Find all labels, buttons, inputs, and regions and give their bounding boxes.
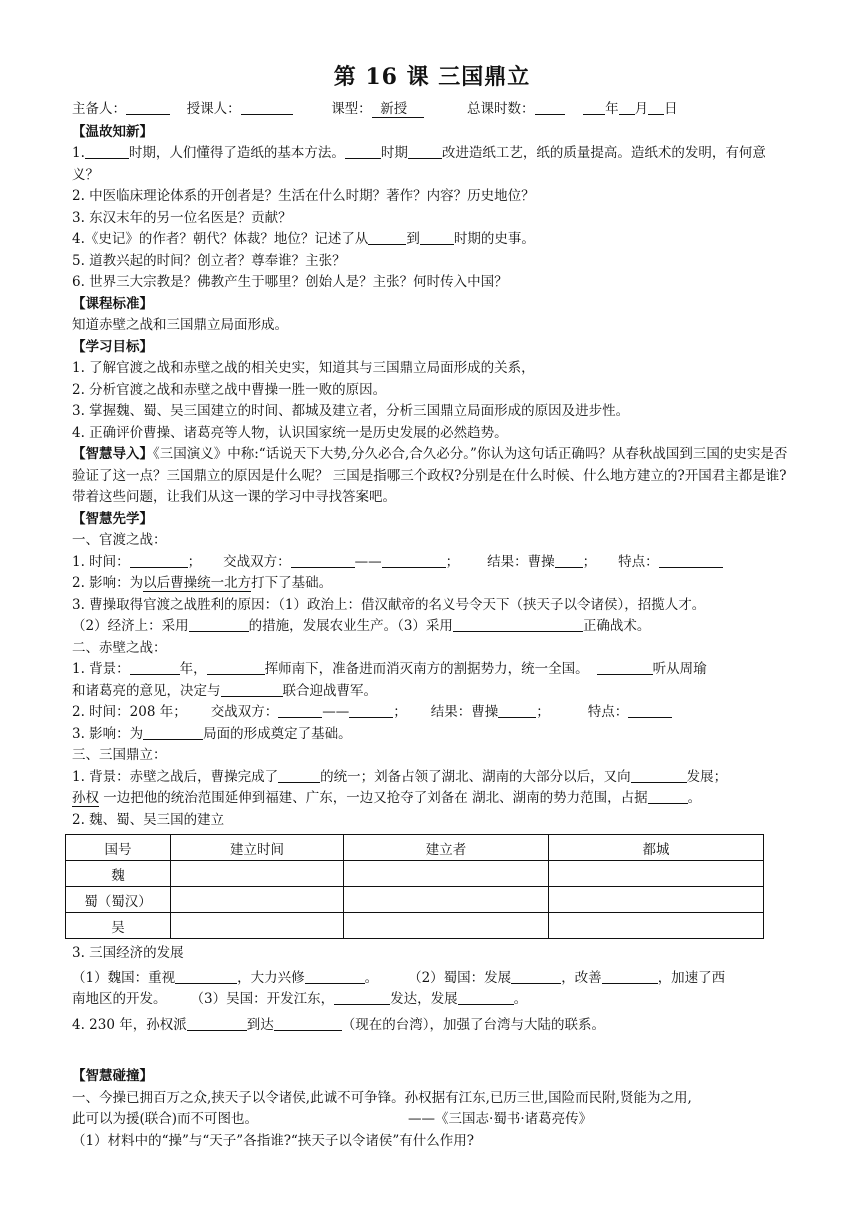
table-header: 建立时间 — [171, 835, 344, 861]
s2-listener-blank[interactable] — [597, 660, 653, 675]
s2-line-2: 2. 时间：208 年； 交战双方： —— ； 结果：曹操 ； 特点： — [72, 702, 792, 724]
table-header-row — [66, 835, 764, 861]
row-label: 吴 — [66, 913, 171, 939]
prestudy-heading: 【智慧先学】 — [72, 510, 153, 527]
goal-1: 1. 了解官渡之战和赤壁之战的相关史实，知道其与三国鼎立局面形成的关系， — [72, 360, 535, 376]
s2-person-blank[interactable] — [207, 660, 265, 675]
collision-question-1: （1）材料中的“操”与“天子”各指谁?“挟天子以令诸侯”有什么作用? — [72, 1132, 474, 1149]
wei-focus-blank[interactable] — [175, 969, 237, 984]
table-cell[interactable] — [549, 887, 764, 913]
three-kingdoms-table — [65, 834, 764, 939]
review-q4: 4.《史记》的作者？朝代？体裁？地位？记述了从 到 时期的史事。 — [72, 231, 535, 247]
s1-result-blank[interactable] — [555, 553, 583, 568]
review-q5: 5. 道教兴起的时间？创立者？尊奉谁？主张？ — [72, 252, 346, 269]
section-2-title: 二、赤壁之战： — [72, 639, 167, 656]
s2-feature-blank[interactable] — [628, 703, 672, 718]
s1-side-b-blank[interactable] — [382, 553, 446, 568]
s1-line-4: （2）经济上：采用 的措施，发展农业生产。（3）采用 正确战术。 — [72, 618, 651, 634]
intro-heading: 【智慧导入】 — [72, 446, 153, 462]
s3-line-1: 1. 背景：赤壁之战后，曹操完成了 的统一；刘备占领了湖北、湖南的大部分以后，又向 发展； — [72, 768, 728, 785]
s1-feature-blank[interactable] — [659, 553, 723, 568]
teacher-label: 授课人： — [186, 101, 241, 117]
s2-line-3: 3. 影响：为 局面的形成奠定了基础。 — [72, 725, 352, 742]
material-source: ——《三国志·蜀书·诸葛亮传》 — [408, 1111, 593, 1127]
hours-blank[interactable] — [535, 100, 565, 115]
q4-blank-1[interactable] — [368, 230, 406, 245]
host-blank[interactable] — [126, 100, 170, 115]
material-line-1: 一、今操已拥百万之众,挟天子以令诸侯,此诚不可争锋。孙权据有江东,已历三世,国险而民附,贤能为之用, — [72, 1089, 692, 1106]
q1-blank-2[interactable] — [345, 144, 381, 159]
s2-year-blank[interactable] — [130, 660, 180, 675]
goal-3: 3. 掌握魏、蜀、吴三国建立的时间、都城及建立者，分析三国鼎立局面形成的原因及进步性。 — [72, 403, 630, 419]
review-q6: 6. 世界三大宗教是？佛教产生于哪里？创始人是？主张？何时传入中国？ — [72, 274, 508, 290]
s2-side-a-blank[interactable] — [278, 703, 322, 718]
s1-time-blank[interactable] — [130, 553, 188, 568]
type-value: 新授 — [372, 101, 425, 118]
s3-line-3: 3. 三国经济的发展 — [72, 945, 184, 961]
s3-line-2: 2. 魏、蜀、吴三国的建立 — [72, 811, 225, 828]
review-heading: 【温故知新】 — [72, 123, 153, 140]
s2-line-1: 1. 背景： 年， 挥师南下，准备进而消灭南方的割据势力，统一全国。 听从周瑜 — [72, 661, 707, 677]
intro-text: 《三国演义》中称:“话说天下大势,分久必合,合久必分。”你认为这句话正确吗？从春秋战国到三国的史实是否验证了这一点？三国鼎立的原因是什么呢？ 三国是指哪三个政权?分别是在什么时候、什么地方建立的?开国君主都是谁?带着这些问题，让我们从这一课的学习中寻找答案吧。 — [72, 446, 788, 505]
year-label: 年 — [605, 101, 619, 117]
table-header: 建立者 — [344, 835, 549, 861]
s1-tactic-blank[interactable] — [453, 617, 583, 632]
s1-line-1: 1. 时间： ； 交战双方： —— ； 结果：曹操 ； 特点： — [72, 552, 792, 574]
shu-develop-blank[interactable] — [511, 969, 561, 984]
goals-heading: 【学习目标】 — [72, 338, 153, 355]
table-row — [66, 887, 764, 913]
s2-impact-blank[interactable] — [143, 725, 203, 740]
shu-improve-blank[interactable] — [602, 969, 658, 984]
q1-blank-1[interactable] — [85, 144, 129, 159]
page-title: 第 16 课 三国鼎立 — [333, 64, 531, 90]
intro-paragraph — [72, 444, 792, 509]
wu-expand-blank[interactable] — [458, 990, 514, 1005]
material-line-2: 此可以为援(联合)而不可图也。 ——《三国志·蜀书·诸葛亮传》 — [72, 1111, 593, 1127]
standard-heading: 【课程标准】 — [72, 295, 153, 312]
s3-line-6: 4. 230 年，孙权派 到达 （现在的台湾），加强了台湾与大陆的联系。 — [72, 1016, 605, 1033]
goal-2: 2. 分析官渡之战和赤壁之战中曹操一胜一败的原因。 — [72, 381, 387, 398]
day-label: 日 — [664, 101, 678, 117]
s3-direction-blank[interactable] — [631, 768, 687, 783]
wu-developed-blank[interactable] — [334, 990, 390, 1005]
table-row — [66, 861, 764, 887]
s3-occupy-blank[interactable] — [648, 789, 688, 804]
s1-measure-blank[interactable] — [189, 617, 249, 632]
standard-text: 知道赤壁之战和三国鼎立局面形成。 — [72, 317, 288, 333]
table-cell[interactable] — [549, 913, 764, 939]
table-cell[interactable] — [344, 887, 549, 913]
s1-line-3: 3. 曹操取得官渡之战胜利的原因：（1）政治上：借汉献帝的名义号令天下（挟天子以令诸侯），招揽人才。 — [72, 596, 706, 613]
month-blank[interactable] — [619, 100, 635, 115]
s3-line-5: 南地区的开发。 （3）吴国：开发江东， 发达，发展 。 — [72, 991, 528, 1007]
table-header: 都城 — [549, 835, 764, 861]
goal-4: 4. 正确评价曹操、诸葛亮等人物，认识国家统一是历史发展的必然趋势。 — [72, 424, 508, 441]
day-blank[interactable] — [648, 100, 664, 115]
table-cell[interactable] — [171, 861, 344, 887]
year-blank[interactable] — [583, 100, 605, 115]
table-row — [66, 913, 764, 939]
table-cell[interactable] — [344, 861, 549, 887]
taiwan-envoy-blank[interactable] — [187, 1016, 247, 1031]
section-3-title: 三、三国鼎立： — [72, 747, 167, 763]
row-label: 魏 — [66, 861, 171, 887]
row-label: 蜀（蜀汉） — [66, 887, 171, 913]
section-1-title: 一、官渡之战： — [72, 532, 167, 548]
s2-line-1b: 和诸葛亮的意见，决定与 联合迎战曹军。 — [72, 682, 377, 699]
table-header: 国号 — [66, 835, 171, 861]
table-cell[interactable] — [549, 861, 764, 887]
worksheet-page — [72, 60, 792, 1152]
s1-side-a-blank[interactable] — [291, 553, 355, 568]
q4-blank-2[interactable] — [420, 230, 454, 245]
s3-unify-blank[interactable] — [278, 768, 320, 783]
s3-line-4: （1）魏国：重视 ，大力兴修 。 （2）蜀国：发展 ，改善 ，加速了西 — [72, 969, 726, 986]
s2-ally-blank[interactable] — [221, 682, 283, 697]
collision-heading: 【智慧碰撞】 — [72, 1068, 153, 1084]
review-q2: 2. 中医临床理论体系的开创者是？生活在什么时期？著作？内容？历史地位？ — [72, 188, 535, 204]
table-cell[interactable] — [344, 913, 549, 939]
s3-line-1b: 孙权 一边把他的统治范围延伸到福建、广东，一边又抢夺了刘备在 湖北、湖南的势力范围，占据 。 — [72, 790, 702, 806]
type-label: 课型： — [331, 101, 372, 117]
month-label: 月 — [634, 101, 649, 117]
review-q3: 3. 东汉末年的另一位名医是？贡献？ — [72, 209, 292, 226]
meta-line — [72, 99, 792, 121]
s1-line-2: 2. 影响：为以后曹操统一北方打下了基础。 — [72, 575, 333, 591]
table-cell[interactable] — [171, 913, 344, 939]
s2-result-blank[interactable] — [498, 703, 536, 718]
review-q1: 1. 时期，人们懂得了造纸的基本方法。 时期 改进造纸工艺，纸的质量提高。造纸术的发明，有何意义？ — [72, 145, 766, 183]
taiwan-name-blank[interactable] — [274, 1016, 342, 1031]
teacher-blank[interactable] — [241, 100, 293, 115]
table-cell[interactable] — [171, 887, 344, 913]
hours-label: 总课时数： — [467, 101, 535, 117]
wei-build-blank[interactable] — [305, 969, 365, 984]
s2-side-b-blank[interactable] — [349, 703, 393, 718]
host-label: 主备人： — [72, 101, 126, 117]
q1-blank-3[interactable] — [408, 144, 442, 159]
